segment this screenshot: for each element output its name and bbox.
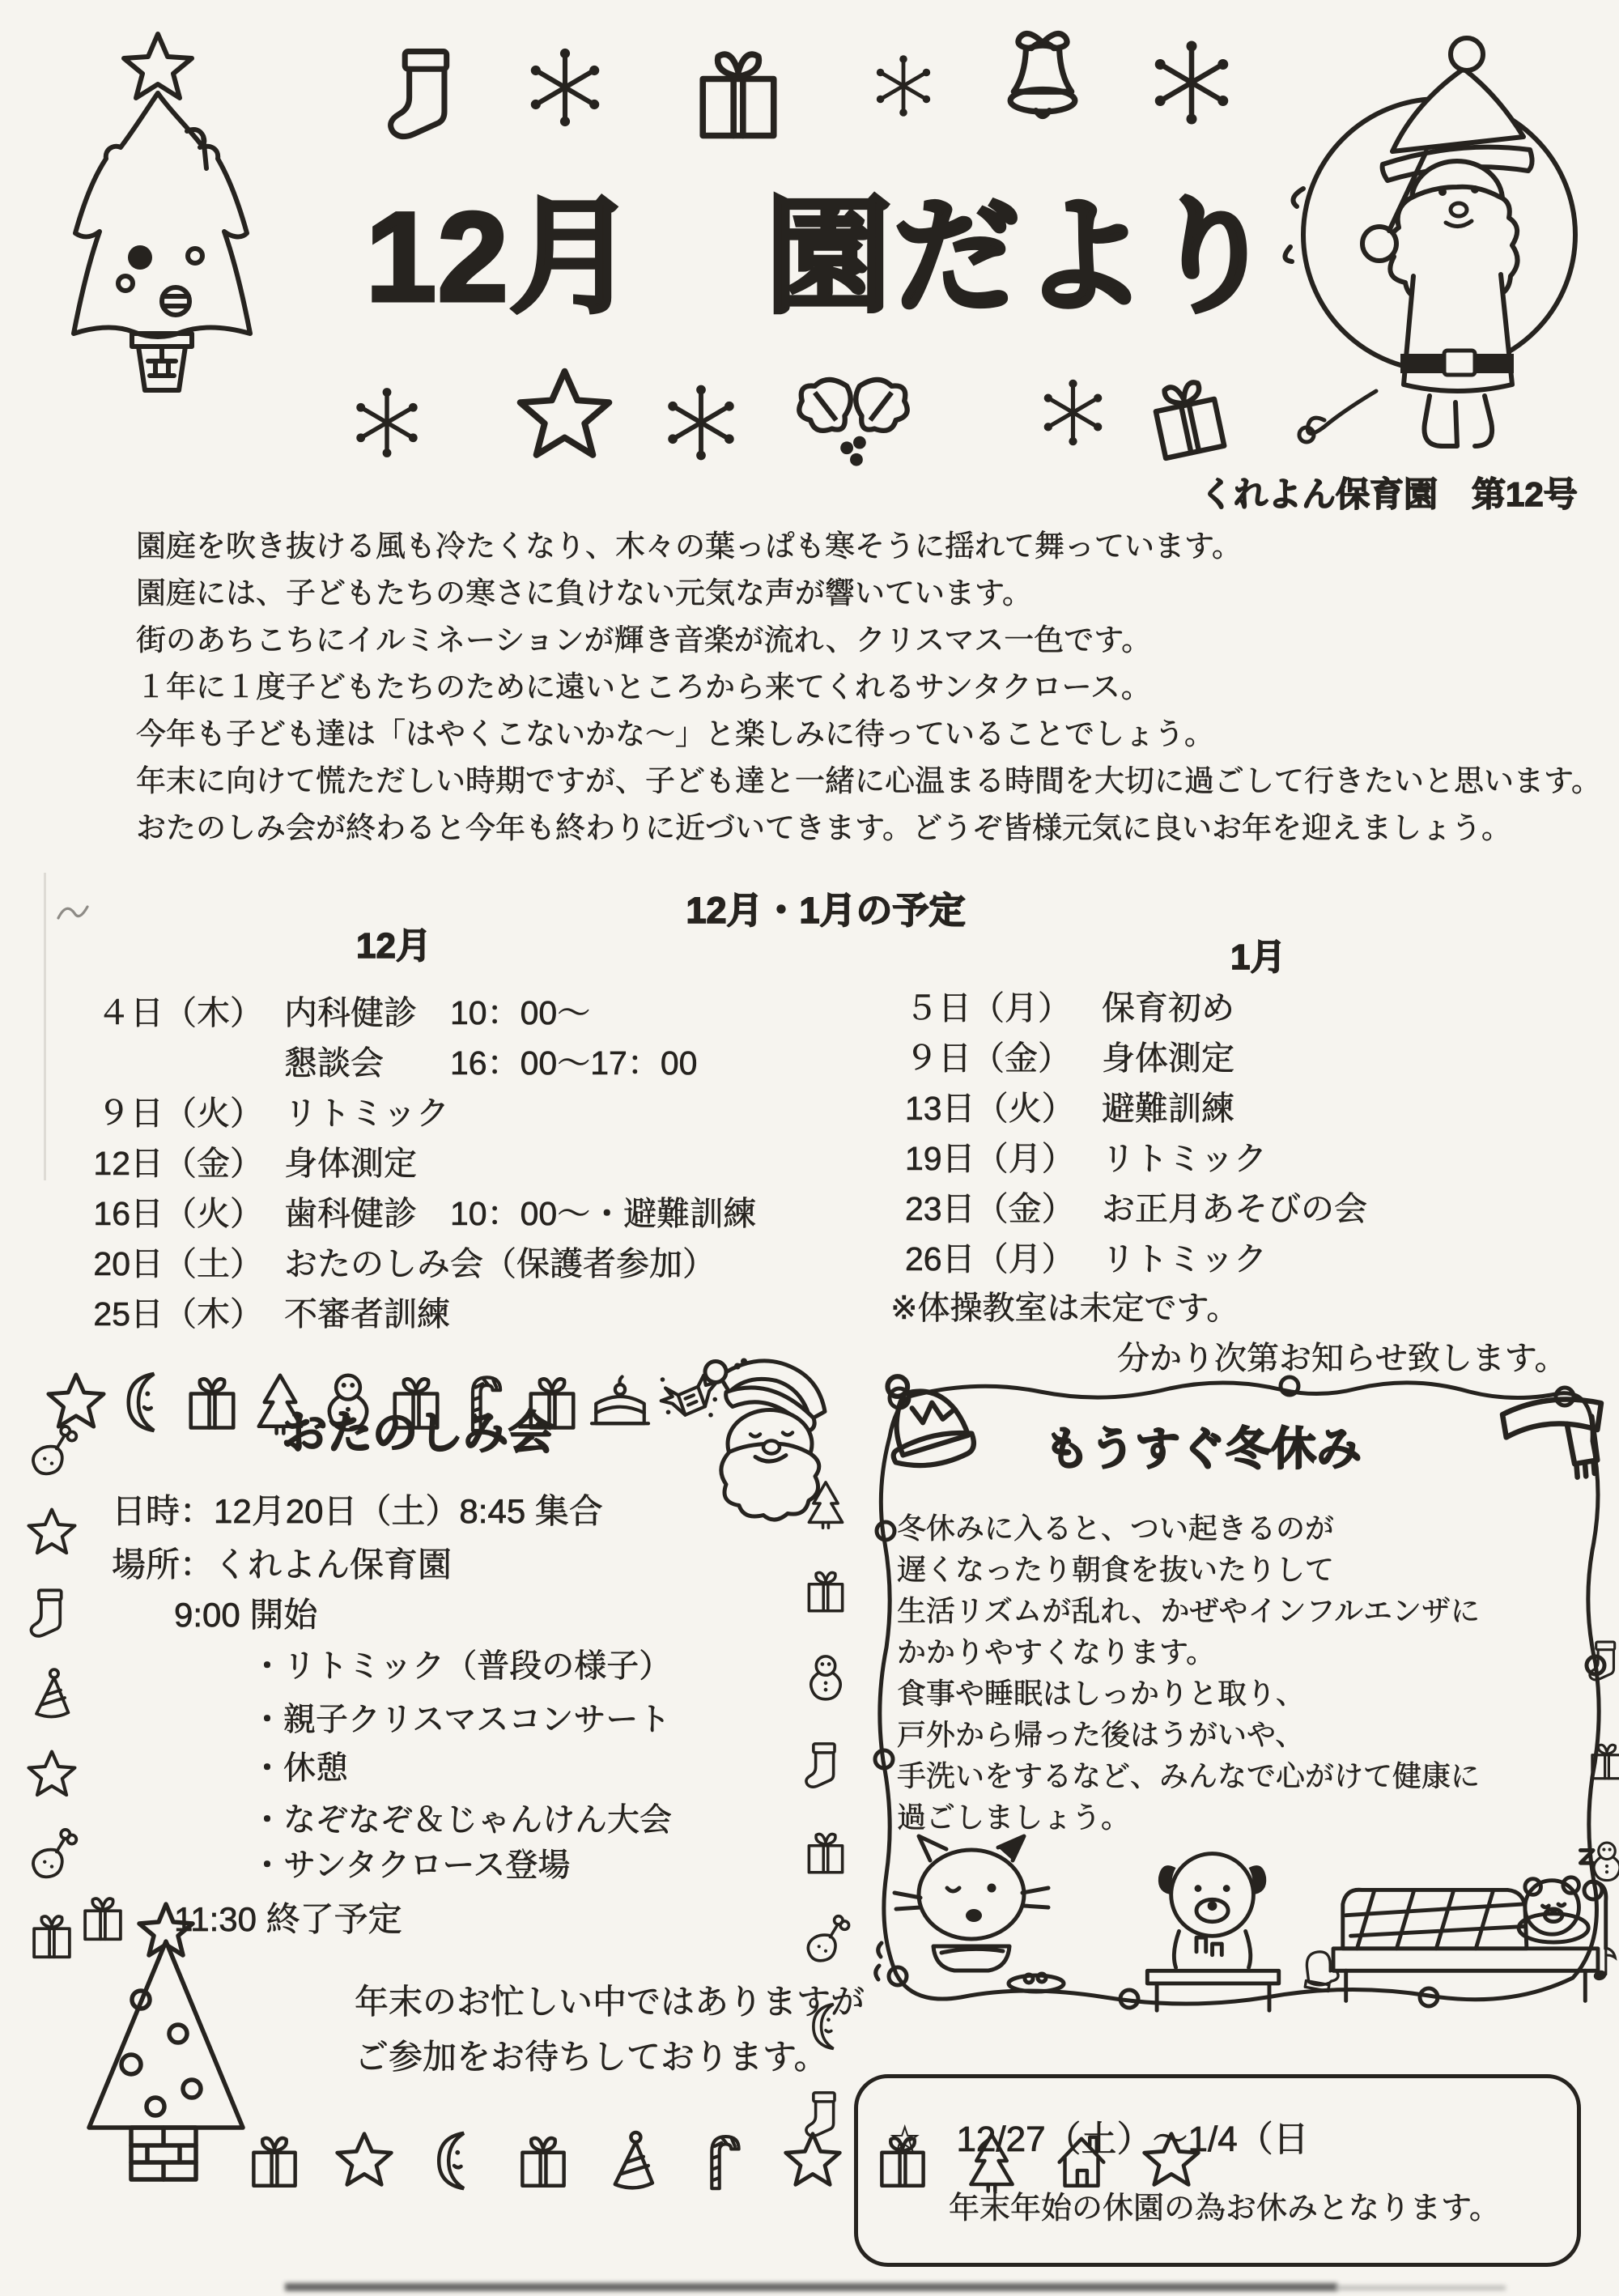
gift-icon <box>241 2128 308 2194</box>
schedule-date: 16日（火） <box>93 1195 263 1232</box>
cake-icon <box>586 1368 654 1436</box>
party-datetime: 日時：12月20日（土）8:45 集合 <box>112 1492 603 1530</box>
party-title: おたのしみ会 <box>282 1407 554 1458</box>
moon-icon <box>110 1368 178 1436</box>
winter-line: 生活リズムが乱れ、かぜやインフルエンザに <box>897 1594 1481 1627</box>
schedule-event: リトミック <box>284 1095 450 1132</box>
snowflake-icon <box>520 42 610 133</box>
schedule-date: ９日（金） <box>905 1040 1071 1077</box>
issue-label: くれよん保育園 第12号 <box>1200 475 1578 513</box>
party-program-item: ・休憩 <box>251 1750 348 1786</box>
party-program-item: ・親子クリスマスコンサート <box>251 1702 671 1737</box>
candy-cane-icon <box>690 2128 756 2194</box>
schedule-date: 26日（月） <box>905 1240 1075 1278</box>
december-label: 12月 <box>356 926 431 966</box>
december-schedule <box>69 986 878 1337</box>
intro-line: 今年も子ども達は「はやくこないかな～」と楽しみに待っていることでしょう。 <box>136 717 1214 750</box>
schedule-date: 23日（金） <box>905 1190 1075 1227</box>
notify-note: 分かり次第お知らせ致します。 <box>1117 1341 1567 1376</box>
party-closing-line: ご参加をお待ちしております。 <box>355 2038 828 2076</box>
pen-squiggle <box>53 897 105 925</box>
gift-icon <box>1583 1737 1619 1784</box>
january-schedule <box>905 981 1617 1282</box>
snowflake-icon <box>657 379 745 466</box>
january-label: 1月 <box>1230 938 1286 977</box>
schedule-event: 不審者訓練 <box>284 1295 450 1333</box>
scan-artifact-band <box>285 2283 1337 2291</box>
schedule-row <box>905 1082 1617 1132</box>
gift-icon <box>799 1564 852 1618</box>
schedule-event: リトミック <box>1102 1240 1268 1278</box>
christmas-tree-illustration <box>36 16 287 425</box>
star-icon <box>331 2128 397 2194</box>
schedule-row <box>69 1287 878 1337</box>
party-hat-icon <box>23 1665 80 1722</box>
winter-line: 戸外から帰った後はうがいや、 <box>897 1718 1305 1751</box>
schedule-event: 懇談会 16：00～17：00 <box>284 1044 698 1082</box>
intro-line: 街のあちこちにイルミネーションが輝き音楽が流れ、クリスマス一色です。 <box>136 623 1152 657</box>
stocking-icon <box>1583 1637 1619 1684</box>
winter-line: 遅くなったり朝食を抜いたりして <box>897 1553 1335 1586</box>
schedule-date: 20日（土） <box>93 1245 263 1282</box>
left-icon-column <box>18 1423 86 1964</box>
schedule-event: おたのしみ会（保護者参加） <box>284 1245 716 1282</box>
drumstick-icon <box>23 1826 80 1883</box>
winter-paragraph <box>897 1507 1480 1838</box>
winter-line: 過ごしましょう。 <box>897 1801 1131 1834</box>
schedule-row <box>69 986 878 1036</box>
page-title: 12月 園だより <box>366 187 1277 328</box>
schedule-event: 歯科健診 10：00～・避難訓練 <box>284 1195 757 1232</box>
holiday-notice-box <box>854 2074 1581 2267</box>
party-program-item: ・なぞなぞ＆じゃんけん大会 <box>251 1802 672 1838</box>
schedule-row <box>69 1187 878 1237</box>
party-program-item: ・サンタクロース登場 <box>251 1847 571 1883</box>
stocking-icon <box>23 1584 80 1641</box>
party-program-item: ・リトミック（普段の様子） <box>251 1648 672 1684</box>
schedule-date: ５日（月） <box>905 989 1071 1027</box>
star-icon <box>23 1746 80 1803</box>
schedule-row <box>69 1086 878 1137</box>
schedule-row <box>905 1132 1617 1182</box>
winter-title: もうすぐ冬休み <box>1044 1423 1362 1474</box>
schedule-event: 保育初め <box>1102 989 1234 1027</box>
schedule-event: お正月あそびの会 <box>1102 1190 1367 1227</box>
snowman-icon <box>799 1651 852 1704</box>
intro-line: 園庭には、子どもたちの寒さに負けない元気な声が響いています。 <box>136 576 1033 610</box>
intro-line: 園庭を吹き抜ける風も冷たくなり、木々の葉っぱも寒そうに揺れて舞っています。 <box>136 529 1243 563</box>
schedule-event: 避難訓練 <box>1102 1090 1234 1127</box>
gift-icon <box>510 2128 576 2194</box>
scan-fold-line <box>44 873 46 1180</box>
star-icon <box>510 361 619 470</box>
dog-illustration <box>1124 1836 1306 2018</box>
cat-eating-illustration <box>870 1823 1073 2018</box>
drumstick-icon <box>23 1423 80 1480</box>
intro-paragraph <box>136 523 1619 852</box>
winter-line: 手洗いをするなど、みんなで心がけて健康に <box>897 1759 1481 1792</box>
schedule-heading: 12月・1月の予定 <box>686 890 966 931</box>
schedule-event: 内科健診 10：00～ <box>284 994 591 1031</box>
schedule-event: 身体測定 <box>284 1145 417 1182</box>
gift-icon <box>799 1826 852 1879</box>
schedule-row <box>905 1182 1617 1232</box>
intro-line: １年に１度子どもたちのために遠いところから来てくれるサンタクロース。 <box>136 670 1151 704</box>
gift-icon <box>178 1368 246 1436</box>
bear-in-bed-illustration <box>1318 1831 1613 2018</box>
gift-icon <box>682 36 795 150</box>
party-hat-icon <box>600 2128 666 2194</box>
scan-artifact-band <box>1336 2285 1506 2290</box>
snowflake-icon <box>346 382 427 463</box>
party-closing-line: 年末のお忙しい中ではありますが <box>355 1983 865 2021</box>
snowflake-icon <box>1035 374 1111 451</box>
stocking-icon <box>799 1738 852 1792</box>
snowflake-icon <box>1143 34 1240 131</box>
schedule-date: 19日（月） <box>905 1140 1075 1177</box>
party-end-time: 11:30 終了予定 <box>174 1900 402 1938</box>
intro-line: おたのしみ会が終わると今年も終わりに近づいてきます。どうぞ皆様元気に良いお年を迎えましょう。 <box>136 811 1512 844</box>
knit-hat-icon <box>876 1370 984 1472</box>
drumstick-icon <box>799 1913 852 1966</box>
star-icon <box>23 1504 80 1561</box>
gift-icon <box>1131 360 1244 474</box>
schedule-row <box>905 1232 1617 1282</box>
schedule-date: 25日（木） <box>93 1295 263 1333</box>
schedule-date: ９日（火） <box>97 1095 263 1132</box>
moon-icon <box>421 2128 487 2194</box>
scarf-icon <box>1491 1376 1613 1483</box>
santa-claus-illustration <box>1255 4 1619 470</box>
snowflake-icon <box>868 50 939 121</box>
intro-line: 年末に向けて慌ただしい時期ですが、子ども達と一緒に心温まる時間を大切に過ごして行きたいと思います。 <box>136 764 1602 797</box>
schedule-date: ４日（木） <box>97 994 263 1031</box>
stocking-icon <box>376 32 482 154</box>
schedule-row <box>69 1036 878 1086</box>
party-place: 場所：くれよん保育園 <box>112 1546 453 1584</box>
winter-line: かかりやすくなります。 <box>897 1635 1216 1669</box>
winter-line: 食事や睡眠はしっかりと取り、 <box>897 1677 1306 1710</box>
holiday-message: 年末年始の休園の為お休みとなります。 <box>949 2192 1500 2226</box>
schedule-event: 身体測定 <box>1102 1040 1234 1077</box>
schedule-date: 12日（金） <box>93 1145 263 1182</box>
party-start-time: 9:00 開始 <box>174 1596 318 1634</box>
edge-icon-column <box>1579 1637 1619 1985</box>
bell-icon <box>989 16 1096 136</box>
gym-class-note: ※体操教室は未定です。 <box>890 1290 1239 1326</box>
schedule-row <box>905 981 1617 1031</box>
schedule-row <box>905 1031 1617 1082</box>
holiday-dates: ☆ 12/27（土）～1/4（日 <box>889 2120 1309 2159</box>
star-icon <box>780 2128 846 2194</box>
schedule-date: 13日（火） <box>905 1090 1075 1127</box>
snowman-icon <box>1583 1838 1619 1885</box>
schedule-row <box>69 1237 878 1287</box>
santa-face-illustration <box>691 1344 852 1532</box>
music-note-icon <box>1583 1938 1619 1985</box>
schedule-row <box>69 1137 878 1187</box>
holly-icon <box>789 368 917 472</box>
schedule-event: リトミック <box>1102 1140 1268 1177</box>
winter-line: 冬休みに入ると、つい起きるのが <box>897 1512 1335 1545</box>
gift-icon <box>74 1890 131 1946</box>
